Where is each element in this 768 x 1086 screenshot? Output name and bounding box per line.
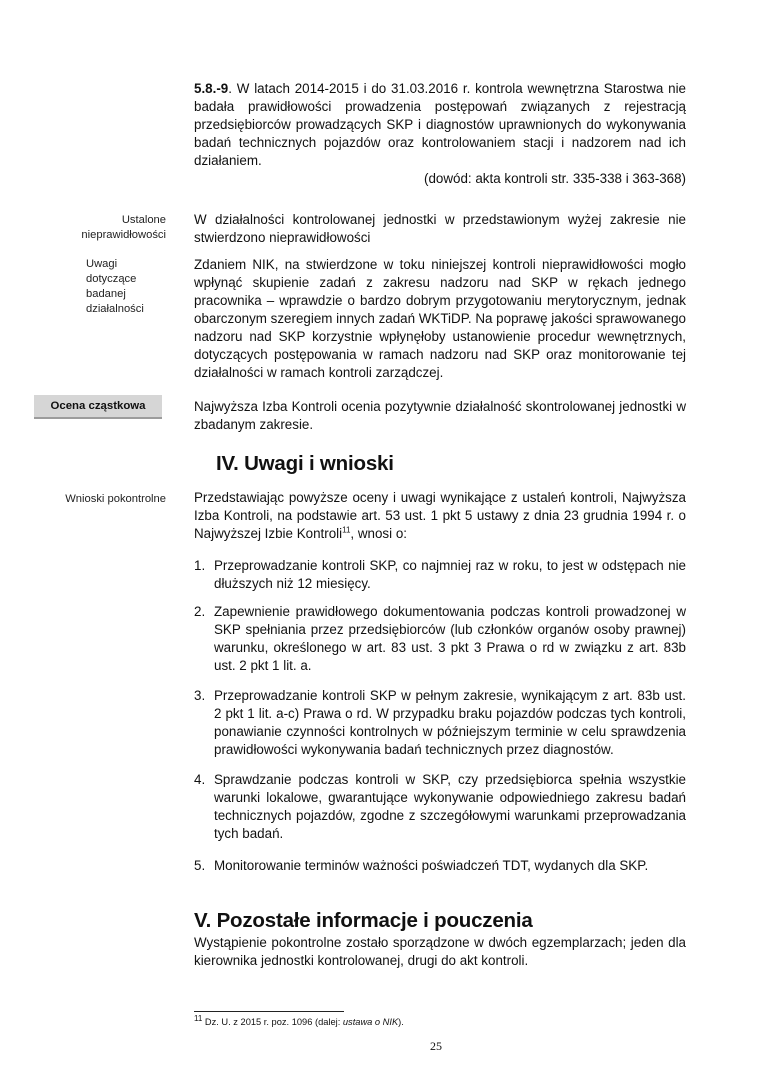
heading-section-v: V. Pozostałe informacje i pouczenia — [194, 909, 533, 932]
list-text: Sprawdzanie podczas kontroli w SKP, czy przedsiębiorca spełnia wszystkie warunki lokalowe, gwarantujące wykonywanie odpowiedniego zakresu badań technicznych pojazdów, zgodne z szczegółowymi warunkami przeprowadzania tych badań. — [214, 772, 686, 841]
side-label-post-audit: Wnioski pokontrolne — [65, 493, 166, 505]
footnote-divider — [194, 1011, 344, 1012]
evidence-note: (dowód: akta kontroli str. 335-338 i 363-368) — [423, 171, 686, 186]
paragraph-intro — [194, 489, 686, 543]
footnote-number: 11 — [194, 1013, 203, 1023]
paragraph-irregularities: W działalności kontrolowanej jednostki w przedstawionym wyżej zakresie nie stwierdzono nieprawidłowości — [194, 212, 686, 245]
paragraph-final: Wystąpienie pokontrolne zostało sporządzone w dwóch egzemplarzach; jeden dla kierownika jednostki kontrolowanej, drugi do akt kontroli. — [194, 935, 686, 968]
list-item — [194, 857, 686, 875]
heading-section-iv: IV. Uwagi i wnioski — [216, 452, 394, 475]
intro-text: Przedstawiając powyższe oceny i uwagi wynikające z ustaleń kontroli, Najwyższa Izba Kontroli, na podstawie art. 53 ust. 1 pkt 5 ustawy z dnia 23 grudnia 1994 r. o Najwyższej Izbie Kontroli — [194, 490, 686, 541]
list-text: Monitorowanie terminów ważności poświadczeń TDT, wydanych dla SKP. — [214, 858, 649, 873]
footnote-text: Dz. U. z 2015 r. poz. 1096 (dalej: — [202, 1017, 343, 1027]
list-number: 4. — [194, 772, 206, 787]
section-text: . W latach 2014-2015 i do 31.03.2016 r. kontrola wewnętrzna Starostwa nie badała prawidłowości prowadzenia postępowań związanych z rejestracją przedsiębiorców prowadzących SKP i diagnostów uprawnionych do wykonywania badań technicznych pojazdów oraz kontrolowaniem stacji i nadzorem nad ich działaniem. — [194, 81, 686, 168]
list-number: 1. — [194, 558, 206, 573]
side-label-remarks: Uwagi dotyczące badanej działalności — [86, 258, 144, 315]
list-number: 2. — [194, 604, 206, 619]
footnote-ref[interactable]: 11 — [342, 525, 351, 535]
list-text: Przeprowadzanie kontroli SKP, co najmniej raz w roku, to jest w odstępach nie dłuższych niż 12 miesięcy. — [214, 558, 686, 591]
side-label-irregularities: Ustalone nieprawidłowości — [81, 214, 166, 241]
paragraph-assessment: Najwyższa Izba Kontroli ocenia pozytywnie działalność skontrolowanej jednostki w zbadanym zakresie. — [194, 399, 686, 432]
list-item — [194, 687, 686, 759]
section-number: 5.8.-9 — [194, 81, 229, 96]
intro-text-end: , wnosi o: — [350, 526, 407, 541]
list-number: 5. — [194, 858, 206, 873]
footnote-end: ). — [398, 1017, 404, 1027]
page-number: 25 — [430, 1039, 442, 1053]
list-text: Przeprowadzanie kontroli SKP w pełnym zakresie, wynikającym z art. 83b ust. 2 pkt 1 lit. a-c) Prawa o rd. W przypadku braku pojazdów podczas tych kontroli, ponawianie czynności kontrolnych w późniejszym terminie w celu sprawdzenia prawidłowości wykonywania badań technicznych przez diagnostów. — [214, 688, 686, 757]
paragraph-remarks: Zdaniem NIK, na stwierdzone w toku niniejszej kontroli nieprawidłowości mogło wpłynąć skupienie zadań z zakresu nadzoru nad SKP w rękach jednego pracownika – wprawdzie o bardzo dobrym przygotowaniu merytorycznym, jednak obarczonym szeregiem innych zadań WKTiDP. Na poprawę jakości sprawowanego nadzoru nad SKP korzystnie wpłynęłoby ustanowienie procedur wewnętrznych, dotyczących postępowania w ramach nadzoru nad SKP oraz monitorowanie tej działalności w ramach kontroli zarządczej. — [194, 257, 686, 380]
partial-assessment-label: Ocena cząstkowa — [34, 395, 162, 419]
footnote-italic: ustawa o NIK — [342, 1017, 399, 1027]
footnote — [194, 1013, 686, 1028]
list-item — [194, 557, 686, 593]
list-text: Zapewnienie prawidłowego dokumentowania podczas kontroli prowadzonej w SKP spełniania przez przedsiębiorców (lub członków organów osoby prawnej) warunku, określonego w art. 83 ust. 3 pkt 3 Prawa o rd w związku z art. 83b ust. 2 pkt 1 lit. a. — [214, 604, 686, 673]
paragraph-5-8-9 — [194, 80, 686, 188]
list-item — [194, 771, 686, 843]
list-number: 3. — [194, 688, 206, 703]
list-item — [194, 603, 686, 675]
